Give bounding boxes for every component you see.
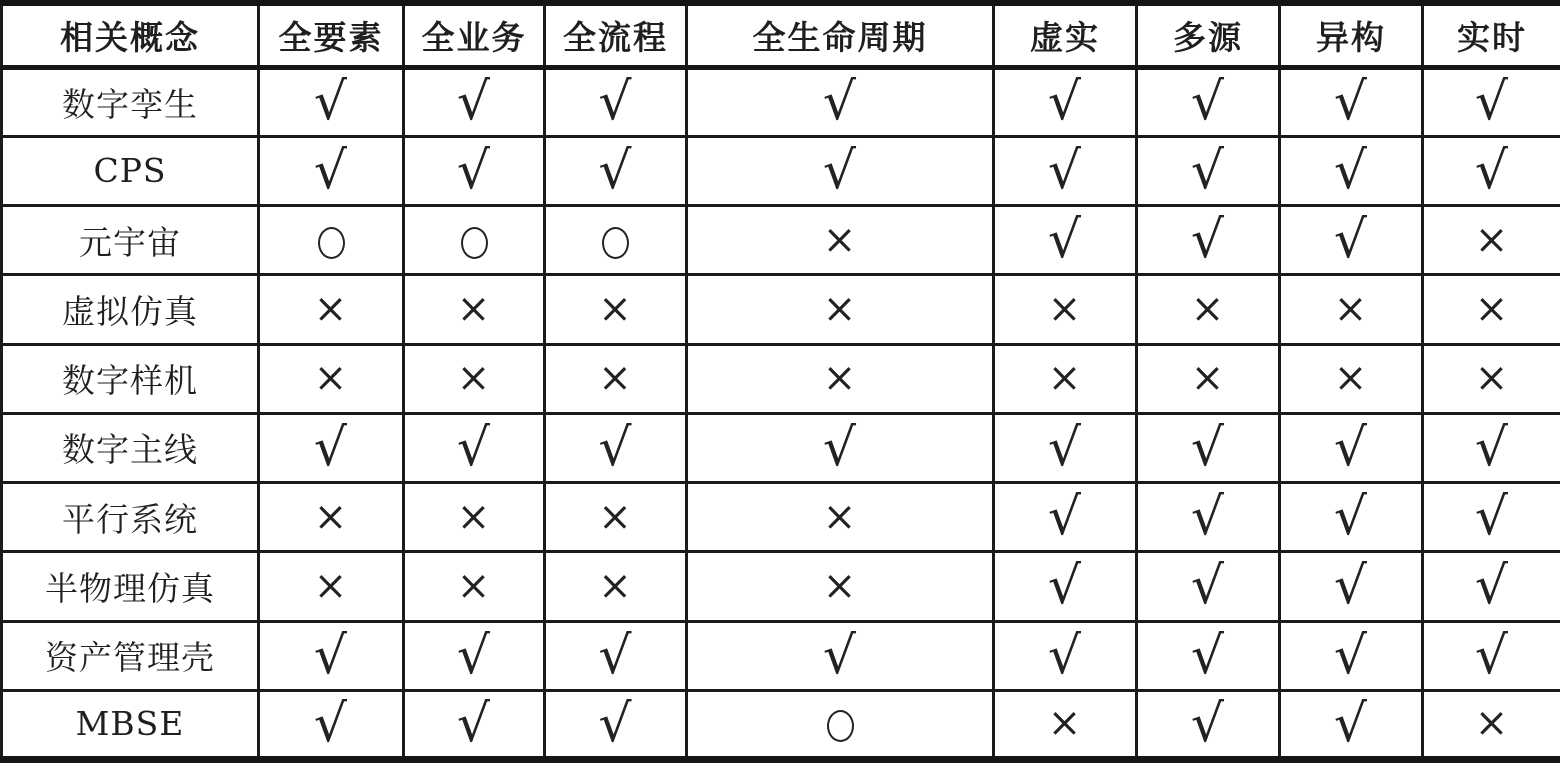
check-icon: √ — [1474, 72, 1510, 133]
matrix-cell — [404, 136, 545, 205]
concept-label: 平行系统 — [2, 483, 259, 552]
check-icon: √ — [1474, 140, 1510, 201]
check-icon: √ — [1333, 417, 1369, 478]
header-row — [2, 3, 1560, 67]
matrix-cell — [1423, 483, 1560, 552]
table-row — [2, 621, 1560, 690]
check-icon: √ — [1333, 487, 1369, 548]
matrix-cell — [404, 483, 545, 552]
cross-icon: × — [1047, 355, 1083, 402]
table-row — [2, 413, 1560, 482]
check-icon: √ — [1190, 625, 1226, 686]
matrix-cell — [1423, 621, 1560, 690]
cross-icon: × — [1474, 216, 1510, 263]
matrix-cell — [994, 413, 1137, 482]
cross-icon: × — [598, 285, 633, 332]
column-header-virtual-real: 虚实 — [994, 3, 1137, 67]
matrix-cell — [404, 206, 545, 275]
concept-label: MBSE — [2, 690, 259, 759]
concept-label: 虚拟仿真 — [2, 275, 259, 344]
check-icon: √ — [456, 625, 492, 686]
column-header-full-lifecycle: 全生命周期 — [687, 3, 994, 67]
matrix-cell — [545, 206, 687, 275]
matrix-cell — [404, 552, 545, 621]
cross-icon: × — [1190, 355, 1226, 402]
check-icon: √ — [1047, 72, 1083, 133]
cross-icon: × — [822, 355, 858, 402]
cross-icon: × — [822, 216, 858, 263]
matrix-cell — [1280, 67, 1423, 136]
matrix-cell — [259, 413, 404, 482]
check-icon: √ — [822, 625, 858, 686]
check-icon: √ — [598, 693, 633, 754]
matrix-cell — [687, 206, 994, 275]
matrix-cell — [404, 67, 545, 136]
matrix-cell — [1137, 136, 1280, 205]
matrix-cell — [1280, 552, 1423, 621]
circle-icon — [318, 227, 345, 259]
cross-icon: × — [1047, 700, 1083, 747]
table-body — [2, 67, 1560, 760]
circle-icon — [461, 227, 488, 259]
cross-icon: × — [1047, 285, 1083, 332]
concept-label: 数字主线 — [2, 413, 259, 482]
column-header-concept: 相关概念 — [2, 3, 259, 67]
check-icon: √ — [1474, 556, 1510, 617]
matrix-cell — [404, 275, 545, 344]
check-icon: √ — [822, 417, 858, 478]
check-icon: √ — [1190, 487, 1226, 548]
matrix-cell — [404, 690, 545, 759]
matrix-cell — [1423, 136, 1560, 205]
concept-label: 半物理仿真 — [2, 552, 259, 621]
matrix-cell — [259, 275, 404, 344]
matrix-cell — [687, 67, 994, 136]
column-header-heterogeneous: 异构 — [1280, 3, 1423, 67]
matrix-cell — [545, 690, 687, 759]
column-header-multi-source: 多源 — [1137, 3, 1280, 67]
matrix-cell — [994, 690, 1137, 759]
matrix-cell — [1280, 413, 1423, 482]
matrix-cell — [545, 136, 687, 205]
cross-icon: × — [822, 285, 858, 332]
check-icon: √ — [1190, 72, 1226, 133]
check-icon: √ — [313, 72, 349, 133]
matrix-cell — [1280, 206, 1423, 275]
cross-icon: × — [313, 285, 349, 332]
matrix-cell — [994, 206, 1137, 275]
table-row — [2, 275, 1560, 344]
table-row — [2, 136, 1560, 205]
matrix-cell — [259, 690, 404, 759]
cross-icon: × — [598, 493, 633, 540]
matrix-cell — [1137, 344, 1280, 413]
cross-icon: × — [1333, 355, 1369, 402]
cross-icon: × — [313, 355, 349, 402]
check-icon: √ — [456, 417, 492, 478]
matrix-cell — [545, 67, 687, 136]
matrix-cell — [687, 690, 994, 759]
circle-icon — [602, 227, 629, 259]
table-header — [2, 3, 1560, 67]
matrix-cell — [259, 67, 404, 136]
matrix-cell — [994, 621, 1137, 690]
table-row — [2, 483, 1560, 552]
cross-icon: × — [456, 355, 492, 402]
matrix-cell — [259, 344, 404, 413]
table-row — [2, 344, 1560, 413]
matrix-cell — [259, 206, 404, 275]
check-icon: √ — [313, 693, 349, 754]
matrix-cell — [1137, 206, 1280, 275]
matrix-cell — [1137, 552, 1280, 621]
check-icon: √ — [822, 72, 858, 133]
cross-icon: × — [313, 562, 349, 609]
matrix-cell — [545, 413, 687, 482]
matrix-cell — [687, 552, 994, 621]
check-icon: √ — [1047, 556, 1083, 617]
column-header-all-elements: 全要素 — [259, 3, 404, 67]
cross-icon: × — [598, 562, 633, 609]
matrix-cell — [1280, 136, 1423, 205]
cross-icon: × — [1333, 285, 1369, 332]
check-icon: √ — [1190, 556, 1226, 617]
matrix-cell — [687, 413, 994, 482]
cross-icon: × — [1190, 285, 1226, 332]
check-icon: √ — [1333, 556, 1369, 617]
check-icon: √ — [1047, 417, 1083, 478]
concept-label: 资产管理壳 — [2, 621, 259, 690]
matrix-cell — [1280, 275, 1423, 344]
matrix-cell — [687, 275, 994, 344]
cross-icon: × — [822, 493, 858, 540]
matrix-cell — [994, 552, 1137, 621]
cross-icon: × — [1474, 355, 1510, 402]
matrix-cell — [994, 344, 1137, 413]
matrix-cell — [994, 67, 1137, 136]
matrix-cell — [259, 483, 404, 552]
matrix-cell — [1280, 690, 1423, 759]
check-icon: √ — [313, 140, 349, 201]
check-icon: √ — [598, 72, 633, 133]
cross-icon: × — [1474, 285, 1510, 332]
table-row — [2, 206, 1560, 275]
check-icon: √ — [456, 72, 492, 133]
check-icon: √ — [1333, 72, 1369, 133]
matrix-cell — [1137, 275, 1280, 344]
check-icon: √ — [1047, 210, 1083, 271]
matrix-cell — [687, 344, 994, 413]
matrix-cell — [404, 621, 545, 690]
check-icon: √ — [1333, 140, 1369, 201]
check-icon: √ — [1047, 140, 1083, 201]
cross-icon: × — [313, 493, 349, 540]
table-row — [2, 552, 1560, 621]
matrix-cell — [259, 552, 404, 621]
check-icon: √ — [1047, 625, 1083, 686]
check-icon: √ — [456, 140, 492, 201]
concept-label: 数字样机 — [2, 344, 259, 413]
matrix-cell — [1137, 483, 1280, 552]
cross-icon: × — [456, 562, 492, 609]
concept-label: CPS — [2, 136, 259, 205]
table-row — [2, 690, 1560, 759]
check-icon: √ — [1333, 693, 1369, 754]
matrix-cell — [1423, 413, 1560, 482]
check-icon: √ — [1047, 487, 1083, 548]
matrix-cell — [994, 483, 1137, 552]
matrix-cell — [687, 621, 994, 690]
matrix-cell — [545, 483, 687, 552]
column-header-all-process: 全流程 — [545, 3, 687, 67]
check-icon: √ — [1190, 140, 1226, 201]
matrix-cell — [1423, 275, 1560, 344]
check-icon: √ — [1474, 625, 1510, 686]
matrix-cell — [1423, 690, 1560, 759]
concept-label: 数字孪生 — [2, 67, 259, 136]
matrix-cell — [994, 136, 1137, 205]
matrix-cell — [1280, 483, 1423, 552]
matrix-cell — [1423, 206, 1560, 275]
matrix-cell — [545, 552, 687, 621]
check-icon: √ — [313, 417, 349, 478]
check-icon: √ — [598, 625, 633, 686]
cross-icon: × — [822, 562, 858, 609]
matrix-cell — [545, 275, 687, 344]
cross-icon: × — [456, 493, 492, 540]
matrix-cell — [1423, 344, 1560, 413]
column-header-all-business: 全业务 — [404, 3, 545, 67]
matrix-cell — [259, 136, 404, 205]
matrix-cell — [404, 413, 545, 482]
check-icon: √ — [1474, 487, 1510, 548]
check-icon: √ — [598, 417, 633, 478]
column-header-real-time: 实时 — [1423, 3, 1560, 67]
matrix-cell — [1137, 413, 1280, 482]
matrix-cell — [1423, 552, 1560, 621]
cross-icon: × — [456, 285, 492, 332]
matrix-cell — [404, 344, 545, 413]
check-icon: √ — [1333, 210, 1369, 271]
matrix-cell — [687, 483, 994, 552]
cross-icon: × — [598, 355, 633, 402]
matrix-cell — [545, 344, 687, 413]
matrix-cell — [545, 621, 687, 690]
matrix-cell — [1280, 621, 1423, 690]
check-icon: √ — [456, 693, 492, 754]
table-row — [2, 67, 1560, 136]
check-icon: √ — [1474, 417, 1510, 478]
check-icon: √ — [598, 140, 633, 201]
check-icon: √ — [1333, 625, 1369, 686]
matrix-cell — [1137, 67, 1280, 136]
check-icon: √ — [822, 140, 858, 201]
concept-label: 元宇宙 — [2, 206, 259, 275]
check-icon: √ — [1190, 417, 1226, 478]
check-icon: √ — [313, 625, 349, 686]
cross-icon: × — [1474, 700, 1510, 747]
matrix-cell — [687, 136, 994, 205]
check-icon: √ — [1190, 210, 1226, 271]
check-icon: √ — [1190, 693, 1226, 754]
matrix-cell — [1137, 690, 1280, 759]
circle-icon — [827, 710, 854, 742]
matrix-cell — [1137, 621, 1280, 690]
matrix-cell — [259, 621, 404, 690]
matrix-cell — [1280, 344, 1423, 413]
matrix-cell — [1423, 67, 1560, 136]
matrix-cell — [994, 275, 1137, 344]
